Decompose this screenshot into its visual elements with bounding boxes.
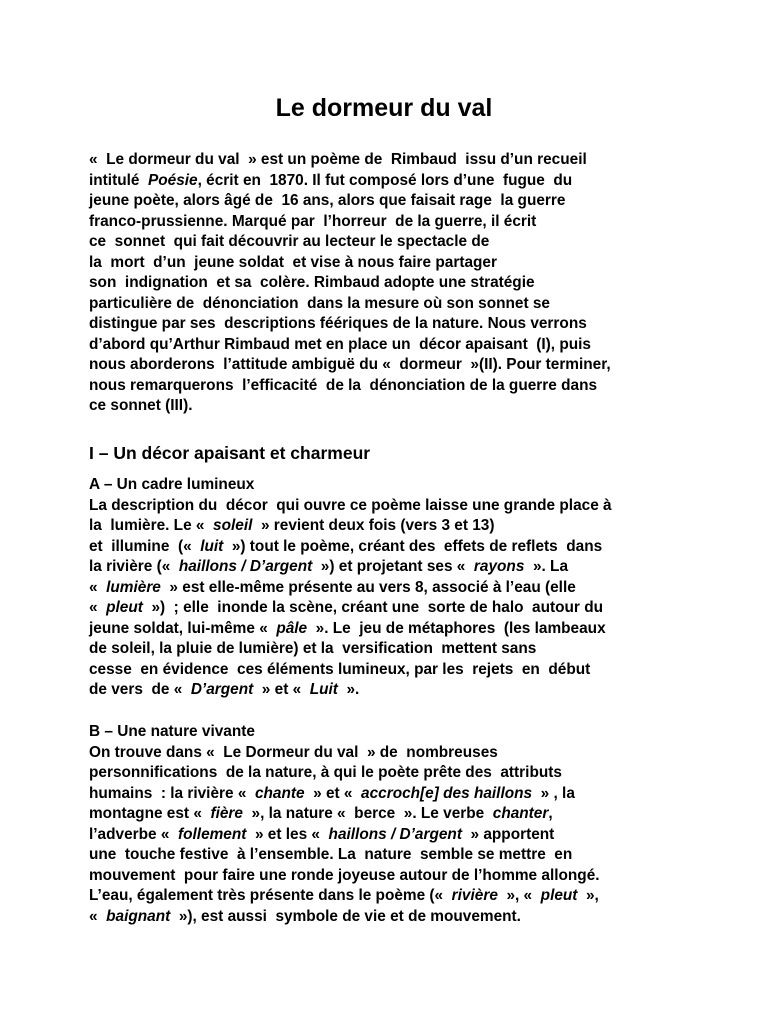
- text-line: cesse en évidence ces éléments lumineux, par les rejets en début: [89, 660, 591, 678]
- text-line: La description du décor qui ouvre ce poème laisse une grande place à: [89, 496, 612, 514]
- text-line: jeune poète, alors âgé de 16 ans, alors que faisait rage la guerre: [89, 192, 566, 209]
- italic-quote: accroch[e] des haillons: [361, 784, 533, 802]
- text-line: la rivière (« haillons / D’argent ») et projetant ses « rayons ». La: [89, 558, 569, 575]
- text-line: mouvement pour faire une ronde joyeuse autour de l’homme allongé.: [89, 866, 600, 884]
- italic-quote: Luit: [309, 681, 338, 698]
- italic-quote: D’argent: [190, 681, 254, 698]
- text-line: « lumière » est elle-même présente au vers 8, associé à l’eau (elle: [89, 578, 576, 596]
- text-line: une touche festive à l’ensemble. La nature semble se mettre en: [89, 846, 573, 863]
- text-line: montagne est « fière », la nature « berce ». Le verbe chanter,: [89, 805, 553, 822]
- section-b-heading: B – Une nature vivante: [89, 723, 255, 740]
- italic-quote: rivière: [451, 887, 498, 904]
- section-a-paragraph: [89, 496, 612, 701]
- text-line: d’abord qu’Arthur Rimbaud met en place un décor apaisant (I), puis: [89, 335, 591, 353]
- text-line: ce sonnet (III).: [89, 397, 193, 414]
- italic-quote: rayons: [473, 558, 525, 575]
- part-heading: I – Un décor apaisant et charmeur: [89, 443, 371, 463]
- italic-quote: follement: [177, 825, 247, 843]
- italic-quote: chanter: [492, 805, 549, 822]
- italic-quote: pleut: [106, 599, 143, 616]
- text-line: franco-prussienne. Marqué par l’horreur de la guerre, il écrit: [89, 212, 537, 230]
- italic-quote: pâle: [276, 619, 308, 637]
- text-line: jeune soldat, lui-même « pâle ». Le jeu de métaphores (les lambeaux: [89, 619, 606, 637]
- text-line: « pleut ») ; elle inonde la scène, créant une sorte de halo autour du: [89, 599, 604, 616]
- text-line: de soleil, la pluie de lumière) et la versification mettent sans: [89, 640, 537, 657]
- italic-quote: luit: [200, 537, 224, 555]
- text-line: l’adverbe « follement » et les « haillons / D’argent » apportent: [89, 825, 555, 843]
- italic-quote: haillons / D’argent: [328, 825, 462, 843]
- text-line: son indignation et sa colère. Rimbaud adopte une stratégie: [89, 274, 535, 291]
- text-line: distingue par ses descriptions féériques de la nature. Nous verrons: [89, 315, 587, 332]
- italic-quote: lumière: [106, 578, 161, 596]
- text-line: intitulé Poésie, écrit en 1870. Il fut composé lors d’une fugue du: [89, 171, 573, 189]
- text-line: humains : la rivière « chante » et « accroch[e] des haillons » , la: [89, 784, 575, 802]
- text-line: « baignant »), est aussi symbole de vie et de mouvement.: [89, 907, 521, 925]
- italic-quote: chante: [254, 784, 305, 802]
- text-line: « Le dormeur du val » est un poème de Rimbaud issu d’un recueil: [89, 151, 587, 168]
- italic-quote: baignant: [106, 907, 171, 925]
- italic-quote: fière: [210, 805, 243, 822]
- text-line: On trouve dans « Le Dormeur du val » de nombreuses: [89, 743, 498, 761]
- text-line: particulière de dénonciation dans la mesure où son sonnet se: [89, 294, 550, 312]
- section-a-heading: A – Un cadre lumineux: [89, 476, 255, 493]
- italic-quote: haillons / D’argent: [178, 558, 313, 575]
- text-line: L’eau, également très présente dans le poème (« rivière », « pleut »,: [89, 887, 599, 904]
- page-title: Le dormeur du val: [275, 94, 493, 122]
- section-a: [89, 475, 612, 701]
- text-line: nous remarquerons l’efficacité de la dénonciation de la guerre dans: [89, 376, 598, 394]
- section-b-paragraph: [89, 743, 600, 928]
- italic-quote: Poésie: [148, 171, 198, 189]
- italic-quote: soleil: [213, 517, 253, 534]
- italic-quote: pleut: [540, 887, 578, 904]
- intro-paragraph: [89, 150, 611, 417]
- text-line: la mort d’un jeune soldat et vise à nous faire partager: [89, 253, 497, 271]
- text-line: et illumine (« luit ») tout le poème, créant des effets de reflets dans: [89, 537, 603, 555]
- text-line: nous aborderons l’attitude ambiguë du « dormeur »(II). Pour terminer,: [89, 356, 611, 373]
- text-line: personnifications de la nature, à qui le poète prête des attributs: [89, 764, 562, 781]
- text-line: la lumière. Le « soleil » revient deux fois (vers 3 et 13): [89, 517, 495, 534]
- text-line: de vers de « D’argent » et « Luit ».: [89, 681, 360, 698]
- section-b: [89, 722, 600, 927]
- text-line: ce sonnet qui fait découvrir au lecteur le spectacle de: [89, 233, 490, 250]
